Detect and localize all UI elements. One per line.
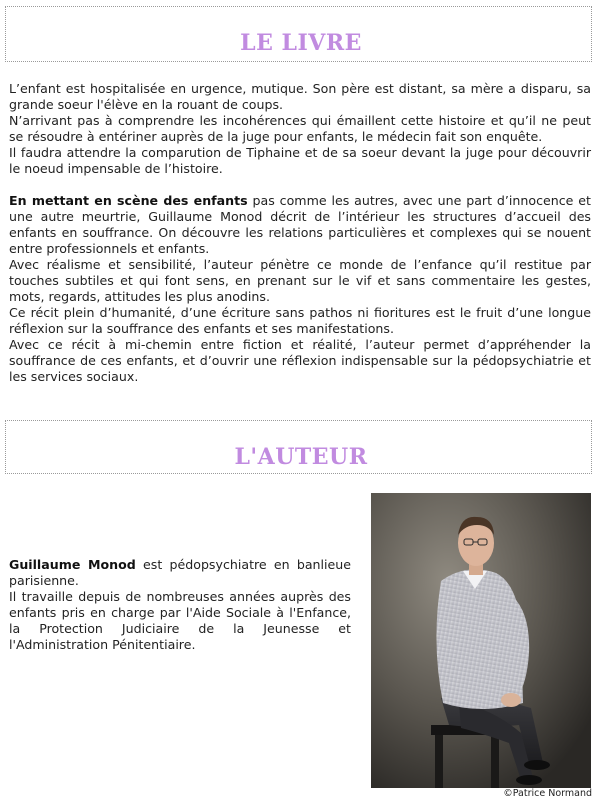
livre-paragraph-4 bbox=[9, 193, 591, 257]
livre-paragraph-3: Il faudra attendre la comparution de Tiphaine et de sa soeur devant la juge pour découvrir le noeud impensable de l’histoire. bbox=[9, 145, 591, 176]
author-photo bbox=[371, 493, 591, 788]
livre-highlight-rest: pas comme les autres, avec une part d’innocence et une autre meurtrie, Guillaume Monod décrit de l’intérieur les structures d’accueil des enfants en souffrance. On découvre les relations particulières et complexes qui se nouent entre professionnels et enfants. bbox=[9, 193, 591, 256]
auteur-name: Guillaume Monod bbox=[9, 557, 136, 572]
auteur-intro-rest: est pédopsychiatre en banlieue parisienne. bbox=[9, 557, 351, 588]
livre-paragraph-5: Avec réalisme et sensibilité, l’auteur pénètre ce monde de l’enfance qu’il restitue par touches subtiles et qui font sens, en prenant sur le vif et sans commentaire les gestes, mots, regards, attitudes les plus anodins. bbox=[9, 257, 591, 304]
livre-section-title: LE LIVRE bbox=[240, 30, 362, 56]
photo-credit: ©Patrice Normand bbox=[503, 788, 592, 799]
auteur-section-title: L'AUTEUR bbox=[234, 444, 368, 470]
livre-description bbox=[9, 81, 591, 385]
auteur-description bbox=[9, 557, 351, 653]
livre-paragraph-2: N’arrivant pas à comprendre les incohérences qui émaillent cette histoire et qu’il ne peut se résoudre à entériner auprès de la juge pour enfants, le médecin fait son enquête. bbox=[9, 113, 591, 144]
auteur-intro bbox=[9, 557, 351, 589]
livre-paragraph-7: Avec ce récit à mi-chemin entre fiction et réalité, l’auteur permet d’appréhender la souffrance de ces enfants, et d’ouvrir une réflexion indispensable sur la pédopsychiatrie et les services sociaux. bbox=[9, 337, 591, 384]
livre-paragraph-1: L’enfant est hospitalisée en urgence, mutique. Son père est distant, sa mère a disparu, sa grande soeur l'élève en la rouant de coups. bbox=[9, 81, 591, 112]
auteur-paragraph: Il travaille depuis de nombreuses années auprès des enfants pris en charge par l'Aide Sociale à l'Enfance, la Protection Judiciaire de la Jeunesse et l'Administration Pénitentiaire. bbox=[9, 589, 351, 652]
livre-paragraph-6: Ce récit plein d’humanité, d’une écriture sans pathos ni fioritures est le fruit d’une longue réflexion sur la souffrance des enfants et ses manifestations. bbox=[9, 305, 591, 336]
livre-highlight-lead: En mettant en scène des enfants bbox=[9, 193, 248, 208]
